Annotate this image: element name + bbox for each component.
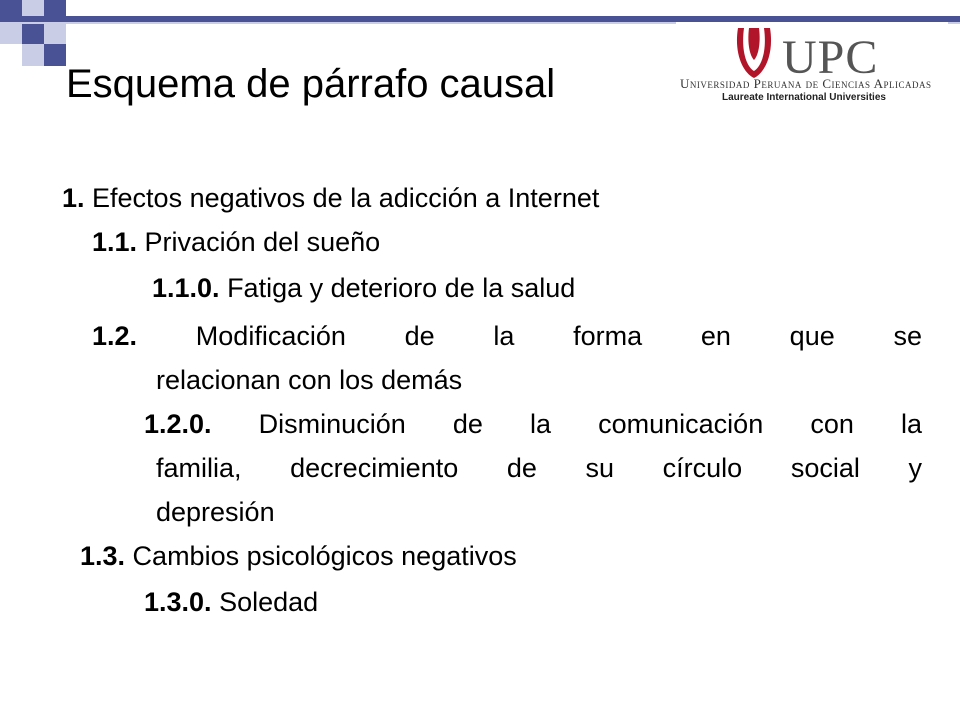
decor-square: [22, 22, 44, 44]
outline-item: [92, 220, 380, 264]
logo-university-name: Universidad Peruana de Ciencias Aplicadas: [680, 76, 932, 91]
outline-item-continuation: [156, 490, 275, 534]
outline-number: 1.3.0.: [144, 587, 212, 617]
outline-text: Modificación de la forma en que se: [137, 321, 922, 351]
outline-number: 1.: [62, 183, 85, 213]
outline-text: Disminución de la comunicación con la: [211, 409, 922, 439]
outline-number: 1.3.: [80, 541, 126, 571]
decor-square: [22, 44, 44, 66]
outline-item: [144, 580, 318, 624]
upc-emblem-icon: [732, 22, 776, 84]
outline-item: [144, 402, 922, 446]
decor-square: [44, 44, 66, 66]
outline-text: Soledad: [211, 587, 319, 617]
logo-network: Laureate International Universities: [722, 92, 886, 103]
outline-item: [62, 176, 599, 220]
upc-logo: [676, 22, 948, 112]
outline-item-continuation: [156, 358, 462, 402]
outline-number: 1.1.: [92, 227, 138, 257]
outline-text: Fatiga y deterioro de la salud: [219, 273, 576, 303]
outline-text: Efectos negativos de la adicción a Internet: [84, 183, 600, 213]
outline-number: 1.2.: [92, 321, 138, 351]
outline-item-continuation: [156, 446, 922, 490]
outline-item: [152, 266, 575, 310]
outline-number: 1.1.0.: [152, 273, 220, 303]
outline-text: Privación del sueño: [137, 227, 381, 257]
decor-square: [44, 22, 66, 44]
page-title: Esquema de párrafo causal: [66, 62, 556, 106]
logo-wordmark: UPC: [782, 31, 879, 84]
outline-text: Cambios psicológicos negativos: [125, 541, 517, 571]
outline-text: familia, decrecimiento de su círculo social y: [156, 453, 922, 483]
outline-number: 1.2.0.: [144, 409, 212, 439]
outline-text: depresión: [156, 497, 275, 527]
outline-item: [80, 534, 517, 578]
outline-text: relacionan con los demás: [156, 365, 463, 395]
outline-item: [92, 314, 922, 358]
decor-square: [0, 22, 22, 44]
